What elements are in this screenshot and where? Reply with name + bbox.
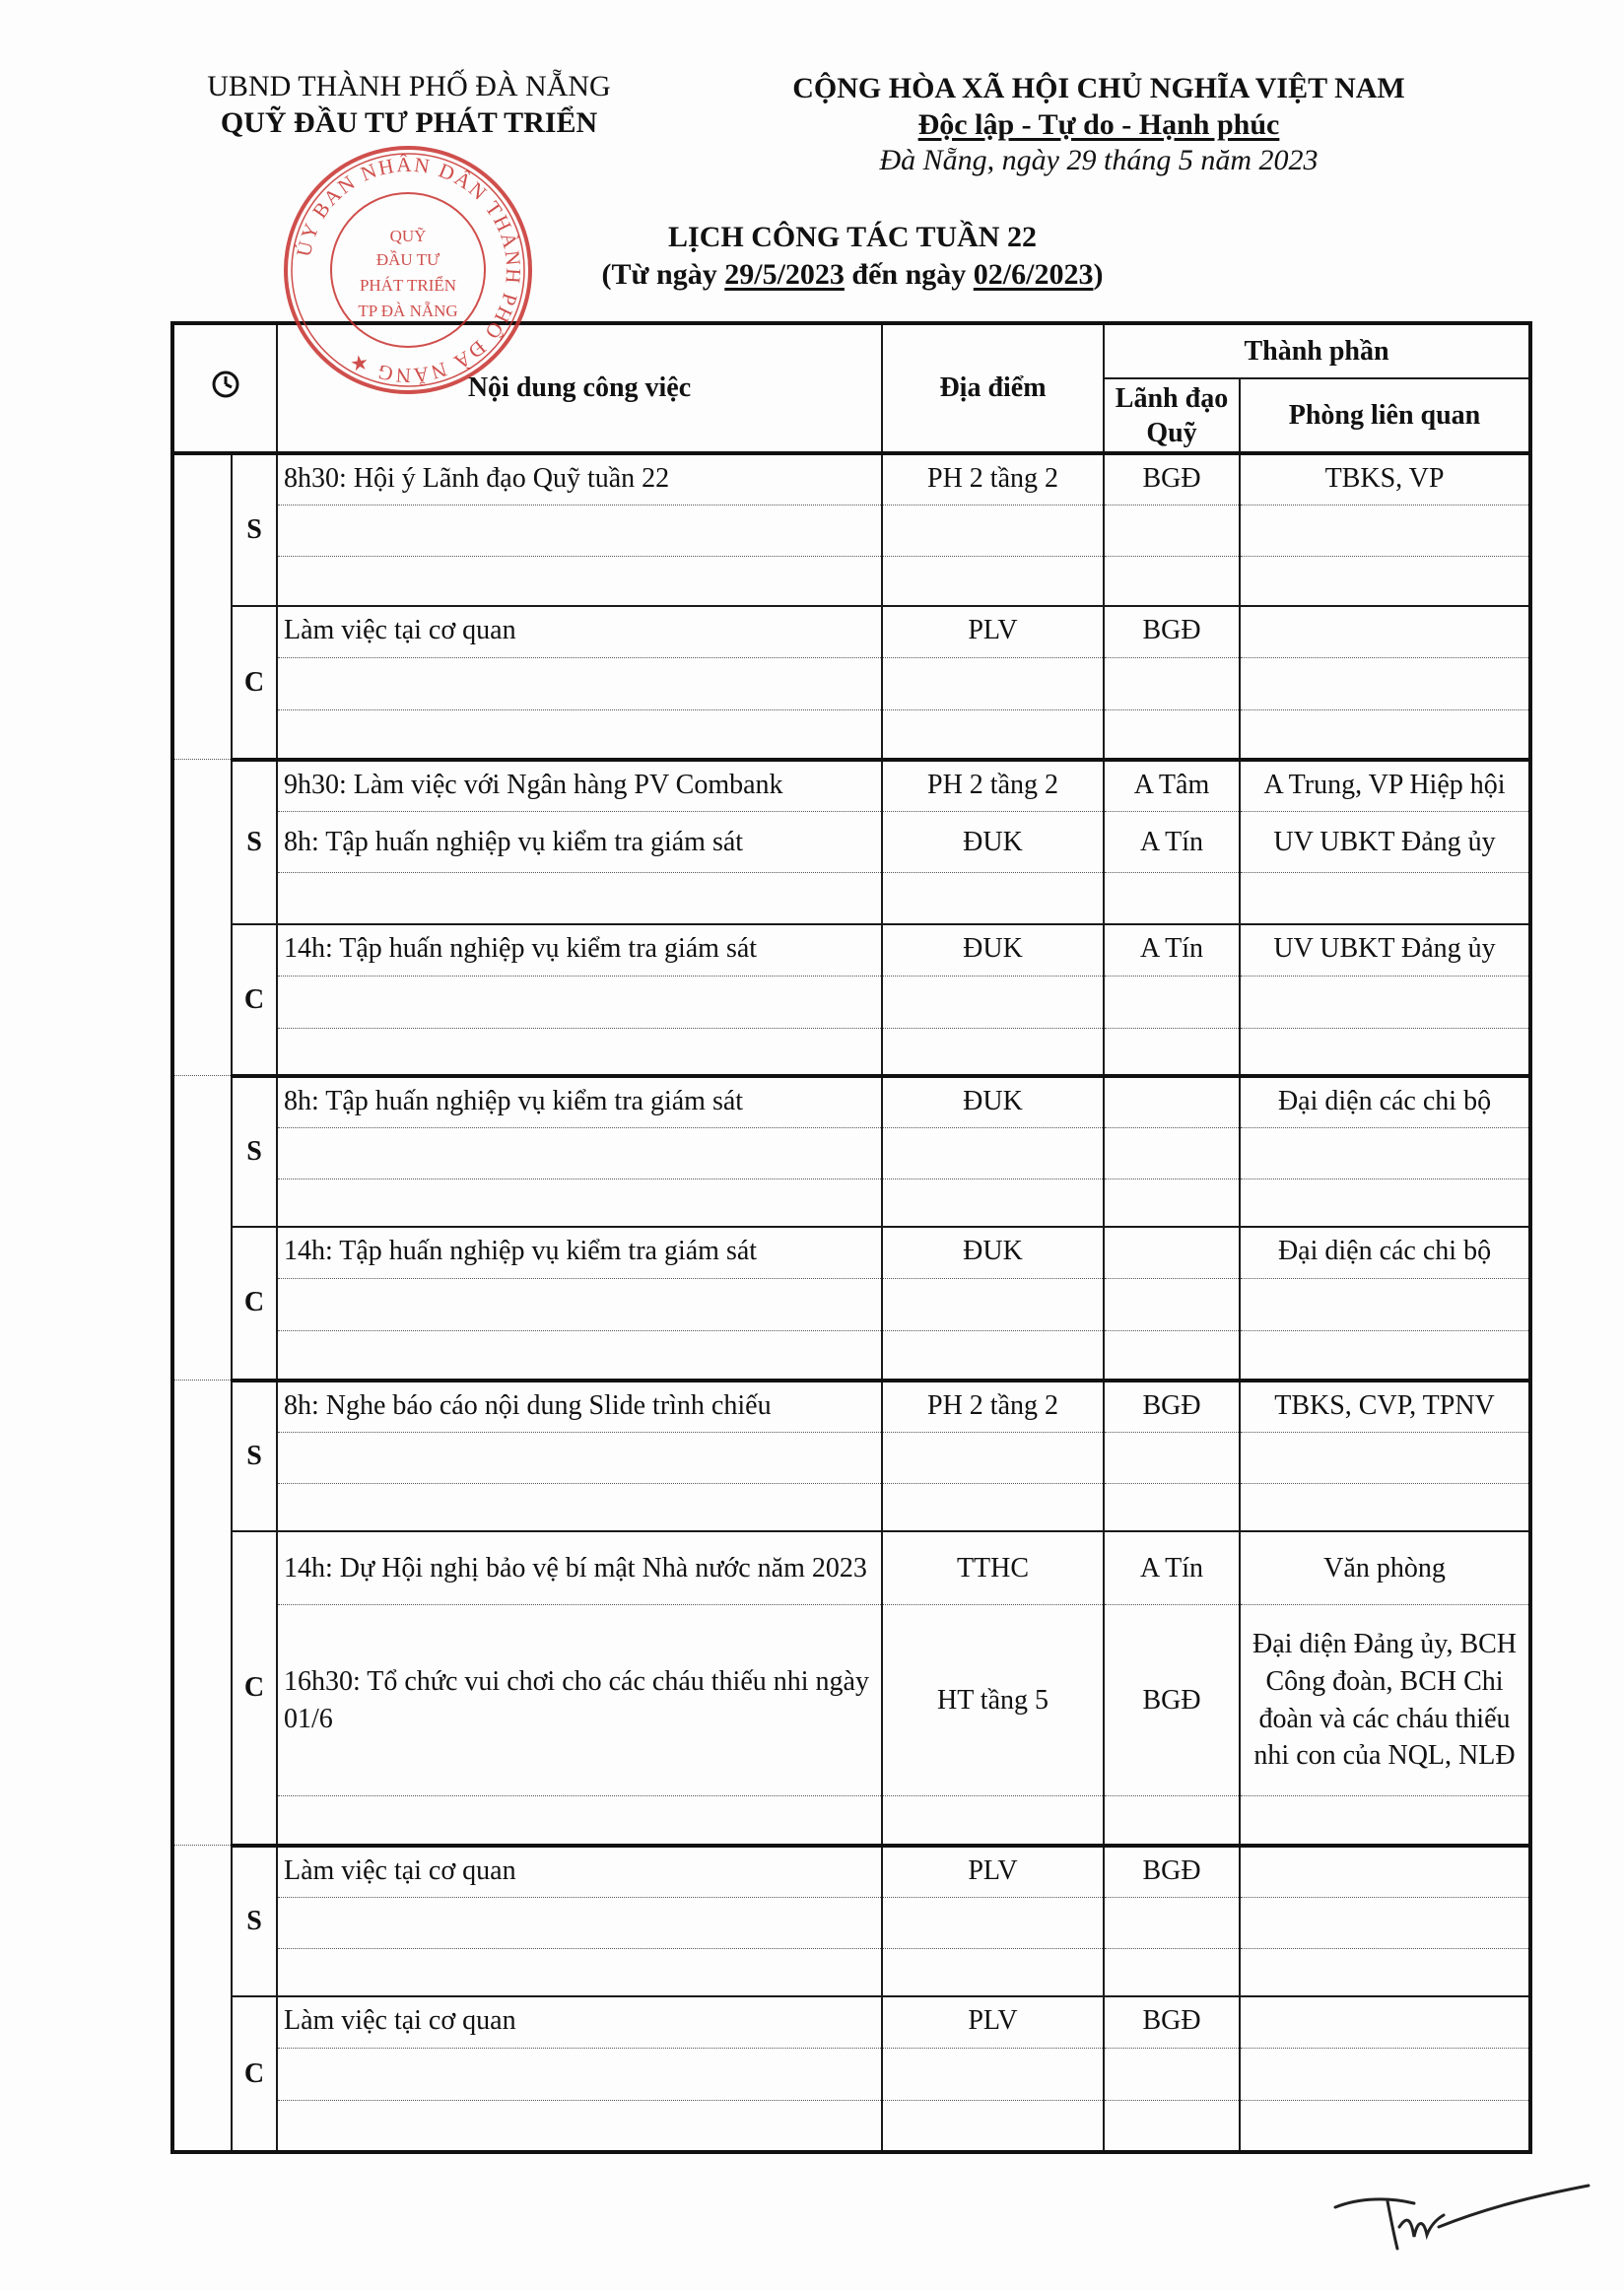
task-dept: TBKS, VP [1240, 453, 1530, 505]
schedule-row [172, 453, 1530, 505]
task-dept: A Trung, VP Hiệp hội [1240, 760, 1530, 811]
task-leader [1104, 709, 1240, 759]
task-location [882, 1179, 1104, 1227]
schedule-row [172, 1846, 1530, 1897]
schedule-blank-row [172, 505, 1530, 556]
task-location: ĐUK [882, 1227, 1104, 1278]
task-location [882, 2049, 1104, 2100]
task-dept: Đại diện các chi bộ [1240, 1227, 1530, 1278]
task-location [882, 557, 1104, 606]
session-code: S [232, 760, 277, 925]
schedule-blank-row [172, 1127, 1530, 1179]
task-location [882, 1279, 1104, 1330]
task-location [882, 2100, 1104, 2152]
schedule-row [172, 1381, 1530, 1432]
day-label [172, 1381, 232, 1846]
time-header [172, 323, 277, 453]
task-leader [1104, 1330, 1240, 1380]
issuer-block [168, 69, 650, 141]
task-dept [1240, 1484, 1530, 1531]
task-leader [1104, 1279, 1240, 1330]
task-leader: A Tâm [1104, 760, 1240, 811]
location-header: Địa điểm [882, 323, 1104, 453]
task-leader: A Tín [1104, 924, 1240, 976]
task-content [277, 505, 882, 556]
task-content: 8h30: Hội ý Lãnh đạo Quỹ tuần 22 [277, 453, 882, 505]
task-leader: BGĐ [1104, 1996, 1240, 2048]
task-content [277, 1028, 882, 1075]
task-leader [1104, 1179, 1240, 1227]
task-dept [1240, 505, 1530, 556]
task-leader [1104, 1227, 1240, 1278]
session-code: C [232, 1227, 277, 1380]
task-leader [1104, 1432, 1240, 1483]
task-location [882, 1127, 1104, 1179]
schedule-blank-row [172, 1330, 1530, 1380]
task-dept [1240, 1028, 1530, 1075]
task-location: PLV [882, 1996, 1104, 2048]
task-dept [1240, 658, 1530, 709]
task-dept: Văn phòng [1240, 1531, 1530, 1605]
task-leader: A Tín [1104, 1531, 1240, 1605]
task-dept [1240, 977, 1530, 1028]
issuer-parent: UBND THÀNH PHỐ ĐÀ NẴNG [207, 70, 611, 102]
task-content: 14h: Tập huấn nghiệp vụ kiểm tra giám sát [277, 1227, 882, 1278]
task-dept [1240, 1330, 1530, 1380]
day-label [172, 1076, 232, 1381]
official-stamp [281, 143, 535, 397]
schedule-blank-row [172, 557, 1530, 606]
svg-text:TP ĐÀ NẴNG: TP ĐÀ NẴNG [358, 302, 458, 320]
schedule-blank-row [172, 1484, 1530, 1531]
task-content: 14h: Tập huấn nghiệp vụ kiểm tra giám sát [277, 924, 882, 976]
schedule-blank-row [172, 977, 1530, 1028]
task-content [277, 2100, 882, 2152]
session-code: S [232, 453, 277, 606]
task-location [882, 873, 1104, 924]
task-dept [1240, 1279, 1530, 1330]
schedule-row [172, 606, 1530, 657]
task-dept [1240, 1897, 1530, 1948]
date-to: 02/6/2023 [973, 257, 1094, 291]
task-content [277, 1179, 882, 1227]
schedule-blank-row [172, 1432, 1530, 1483]
task-content [277, 2049, 882, 2100]
task-location [882, 1330, 1104, 1380]
day-label [172, 453, 232, 760]
svg-text:PHÁT TRIỂN: PHÁT TRIỂN [359, 276, 457, 295]
task-content [277, 1432, 882, 1483]
task-location [882, 977, 1104, 1028]
task-leader [1104, 505, 1240, 556]
task-dept: TBKS, CVP, TPNV [1240, 1381, 1530, 1432]
task-dept [1240, 873, 1530, 924]
task-content [277, 1484, 882, 1531]
task-leader [1104, 557, 1240, 606]
task-dept [1240, 1796, 1530, 1846]
task-leader [1104, 1484, 1240, 1531]
task-dept [1240, 1846, 1530, 1897]
task-leader [1104, 2100, 1240, 2152]
title-line: LỊCH CÔNG TÁC TUẦN 22 [668, 221, 1037, 253]
task-leader [1104, 2049, 1240, 2100]
task-content [277, 1127, 882, 1179]
task-content [277, 1796, 882, 1846]
session-code: C [232, 924, 277, 1075]
task-dept [1240, 1432, 1530, 1483]
day-label [172, 1846, 232, 2152]
schedule-blank-row [172, 1897, 1530, 1948]
task-dept: UV UBKT Đảng ủy [1240, 924, 1530, 976]
task-dept: UV UBKT Đảng ủy [1240, 811, 1530, 873]
session-code: C [232, 1531, 277, 1846]
schedule-blank-row [172, 1279, 1530, 1330]
schedule-row [172, 1076, 1530, 1127]
task-content [277, 1897, 882, 1948]
task-leader: BGĐ [1104, 1605, 1240, 1796]
task-content [277, 1279, 882, 1330]
task-location [882, 505, 1104, 556]
task-location: ĐUK [882, 1076, 1104, 1127]
task-content [277, 709, 882, 759]
task-content: Làm việc tại cơ quan [277, 1996, 882, 2048]
task-location: PLV [882, 606, 1104, 657]
task-location [882, 1897, 1104, 1948]
schedule-row [172, 1996, 1530, 2048]
date-range: (Từ ngày 29/5/2023 đến ngày 02/6/2023) [601, 257, 1104, 291]
task-content [277, 557, 882, 606]
task-location: PH 2 tầng 2 [882, 760, 1104, 811]
schedule-table [170, 321, 1532, 2154]
task-dept [1240, 557, 1530, 606]
task-location: ĐUK [882, 924, 1104, 976]
national-header [759, 71, 1439, 179]
task-location: HT tầng 5 [882, 1605, 1104, 1796]
task-location: ĐUK [882, 811, 1104, 873]
schedule-blank-row [172, 1796, 1530, 1846]
task-dept [1240, 2049, 1530, 2100]
national-title: CỘNG HÒA XÃ HỘI CHỦ NGHĨA VIỆT NAM [792, 72, 1405, 104]
task-location: TTHC [882, 1531, 1104, 1605]
clock-icon [211, 370, 240, 399]
task-location [882, 1432, 1104, 1483]
task-dept [1240, 1179, 1530, 1227]
leader-header: Lãnh đạo Quỹ [1104, 378, 1240, 453]
schedule-blank-row [172, 1949, 1530, 1996]
svg-text:QUỸ: QUỸ [389, 227, 427, 245]
svg-text:ỦY BAN NHÂN DÂN THÀNH PHỐ ĐÀ N: ỦY BAN NHÂN DÂN THÀNH PHỐ ĐÀ NẴNG ★ [291, 152, 526, 388]
task-content [277, 658, 882, 709]
schedule-row [172, 1227, 1530, 1278]
dept-header: Phòng liên quan [1240, 378, 1530, 453]
task-location [882, 658, 1104, 709]
schedule-row [172, 760, 1530, 811]
task-leader [1104, 977, 1240, 1028]
task-leader [1104, 1127, 1240, 1179]
task-leader [1104, 658, 1240, 709]
day-label [172, 760, 232, 1076]
task-content: 8h: Tập huấn nghiệp vụ kiểm tra giám sát [277, 811, 882, 873]
task-content: 16h30: Tổ chức vui chơi cho các cháu thiếu nhi ngày 01/6 [277, 1605, 882, 1796]
schedule-row [172, 811, 1530, 873]
task-content [277, 1330, 882, 1380]
task-content [277, 1949, 882, 1996]
schedule-row [172, 1531, 1530, 1605]
national-motto: Độc lập - Tự do - Hạnh phúc [917, 107, 1280, 141]
task-location [882, 1796, 1104, 1846]
schedule-blank-row [172, 709, 1530, 759]
task-content: Làm việc tại cơ quan [277, 1846, 882, 1897]
schedule-blank-row [172, 873, 1530, 924]
task-location [882, 1949, 1104, 1996]
date-from: 29/5/2023 [724, 257, 845, 291]
task-leader: BGĐ [1104, 606, 1240, 657]
task-leader [1104, 1028, 1240, 1075]
document-title [552, 219, 1153, 293]
task-content: 14h: Dự Hội nghị bảo vệ bí mật Nhà nước năm 2023 [277, 1531, 882, 1605]
task-location [882, 1028, 1104, 1075]
task-content [277, 977, 882, 1028]
schedule-blank-row [172, 658, 1530, 709]
schedule-row [172, 924, 1530, 976]
document-date: Đà Nẵng, ngày 29 tháng 5 năm 2023 [879, 144, 1319, 177]
task-leader [1104, 1076, 1240, 1127]
task-leader [1104, 1897, 1240, 1948]
schedule-blank-row [172, 1028, 1530, 1075]
task-dept [1240, 606, 1530, 657]
task-location: PLV [882, 1846, 1104, 1897]
task-location [882, 1484, 1104, 1531]
schedule-blank-row [172, 1179, 1530, 1227]
task-dept [1240, 1949, 1530, 1996]
session-code: S [232, 1076, 277, 1227]
task-leader: BGĐ [1104, 1846, 1240, 1897]
issuer-name: QUỸ ĐẦU TƯ PHÁT TRIỂN [220, 105, 598, 139]
task-leader [1104, 1949, 1240, 1996]
participants-header: Thành phần [1104, 323, 1530, 378]
session-code: C [232, 1996, 277, 2152]
svg-text:ĐẦU TƯ: ĐẦU TƯ [375, 250, 440, 269]
task-dept [1240, 1996, 1530, 2048]
task-content: 8h: Nghe báo cáo nội dung Slide trình chiếu [277, 1381, 882, 1432]
task-leader [1104, 873, 1240, 924]
task-leader [1104, 1796, 1240, 1846]
handwritten-signature [1320, 2168, 1596, 2276]
task-dept [1240, 1127, 1530, 1179]
task-location: PH 2 tầng 2 [882, 453, 1104, 505]
content-header: Nội dung công việc [277, 323, 882, 453]
task-location [882, 709, 1104, 759]
schedule-blank-row [172, 2049, 1530, 2100]
task-content: 9h30: Làm việc với Ngân hàng PV Combank [277, 760, 882, 811]
task-content [277, 873, 882, 924]
task-leader: BGĐ [1104, 1381, 1240, 1432]
task-leader: BGĐ [1104, 453, 1240, 505]
session-code: S [232, 1846, 277, 1996]
task-content: 8h: Tập huấn nghiệp vụ kiểm tra giám sát [277, 1076, 882, 1127]
task-dept: Đại diện Đảng ủy, BCH Công đoàn, BCH Chi đoàn và các cháu thiếu nhi con của NQL, NLĐ [1240, 1605, 1530, 1796]
task-dept [1240, 709, 1530, 759]
session-code: C [232, 606, 277, 759]
schedule-blank-row [172, 2100, 1530, 2152]
session-code: S [232, 1381, 277, 1531]
task-leader: A Tín [1104, 811, 1240, 873]
task-dept [1240, 2100, 1530, 2152]
task-location: PH 2 tầng 2 [882, 1381, 1104, 1432]
task-dept: Đại diện các chi bộ [1240, 1076, 1530, 1127]
schedule-row [172, 1605, 1530, 1796]
task-content: Làm việc tại cơ quan [277, 606, 882, 657]
